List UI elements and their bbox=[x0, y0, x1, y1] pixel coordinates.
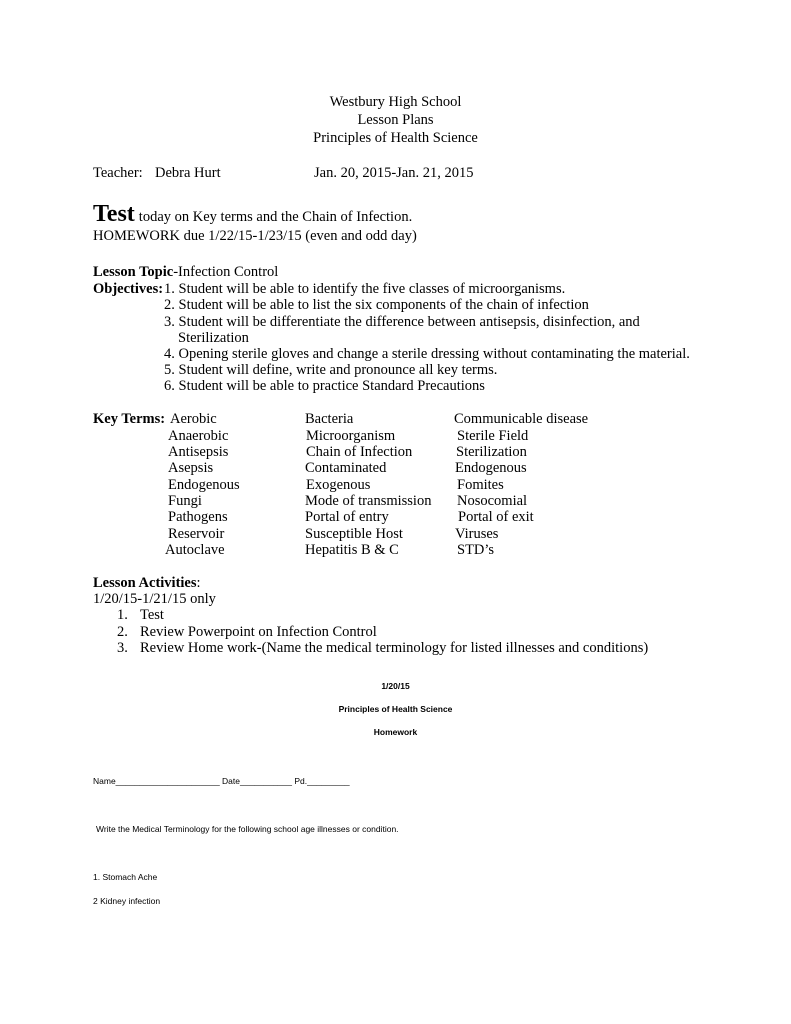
test-word: Test bbox=[93, 201, 135, 227]
key-term: Hepatitis B & C bbox=[305, 542, 399, 558]
activity-text: Test bbox=[140, 607, 164, 623]
key-term: Susceptible Host bbox=[305, 526, 403, 542]
homework-title: Homework bbox=[373, 727, 418, 737]
key-term: Portal of entry bbox=[305, 509, 389, 525]
key-term: Reservoir bbox=[168, 526, 225, 542]
key-term: Endogenous bbox=[168, 477, 240, 493]
lesson-topic bbox=[93, 264, 278, 280]
key-term: Communicable disease bbox=[454, 411, 589, 427]
activity-num: 1. bbox=[117, 607, 128, 623]
objectives-label: Objectives: bbox=[93, 281, 164, 297]
key-term: Chain of Infection bbox=[306, 444, 413, 460]
teacher-label: Teacher: bbox=[93, 165, 143, 181]
objective-item: 2. Student will be able to list the six components of the chain of infection bbox=[164, 297, 589, 313]
key-term: Portal of exit bbox=[458, 509, 534, 525]
lesson-activities-label: Lesson Activities bbox=[93, 575, 197, 591]
lesson-topic-label: Lesson Topic bbox=[93, 264, 174, 280]
course-title: Principles of Health Science bbox=[313, 130, 478, 146]
lesson-dates: Jan. 20, 2015-Jan. 21, 2015 bbox=[314, 165, 474, 181]
key-terms-label: Key Terms: bbox=[93, 411, 166, 427]
objective-item: 6. Student will be able to practice Standard Precautions bbox=[164, 378, 485, 394]
activity-text: Review Powerpoint on Infection Control bbox=[140, 624, 377, 640]
key-term: Bacteria bbox=[305, 411, 354, 427]
key-term: Microorganism bbox=[306, 428, 396, 444]
key-term: Endogenous bbox=[455, 460, 527, 476]
key-term: Antisepsis bbox=[168, 444, 229, 460]
homework-course: Principles of Health Science bbox=[338, 704, 453, 714]
key-term: Pathogens bbox=[168, 509, 228, 525]
key-term: STD’s bbox=[457, 542, 495, 558]
key-term: Exogenous bbox=[306, 477, 371, 493]
lesson-activities-heading: Lesson Activities: bbox=[93, 575, 201, 591]
key-term: Nosocomial bbox=[457, 493, 528, 509]
homework-due: HOMEWORK due 1/22/15-1/23/15 (even and odd day) bbox=[93, 228, 417, 244]
homework-instructions: Write the Medical Terminology for the following school age illnesses or condition. bbox=[96, 824, 399, 834]
activity-text: Review Home work-(Name the medical terminology for listed illnesses and conditions) bbox=[140, 640, 649, 656]
key-term: Viruses bbox=[455, 526, 499, 542]
objective-item: 1. Student will be able to identify the five classes of microorganisms. bbox=[164, 281, 566, 297]
test-line bbox=[93, 200, 412, 231]
key-term: Aerobic bbox=[170, 411, 217, 427]
lesson-topic-value: -Infection Control bbox=[173, 264, 279, 280]
objective-item: 3. Student will be differentiate the difference between antisepsis, disinfection, and bbox=[164, 314, 640, 330]
objective-item: 4. Opening sterile gloves and change a sterile dressing without contaminating the material. bbox=[164, 346, 690, 362]
homework-item: 1. Stomach Ache bbox=[93, 872, 158, 882]
key-term: Sterile Field bbox=[457, 428, 529, 444]
homework-item: 2 Kidney infection bbox=[93, 896, 161, 906]
key-term: Anaerobic bbox=[168, 428, 229, 444]
homework-date: 1/20/15 bbox=[381, 681, 410, 691]
school-name: Westbury High School bbox=[329, 94, 462, 110]
teacher-name: Debra Hurt bbox=[155, 165, 221, 181]
key-term: Mode of transmission bbox=[305, 493, 432, 509]
key-term: Contaminated bbox=[305, 460, 387, 476]
test-description: today on Key terms and the Chain of Infection. bbox=[138, 209, 413, 225]
lesson-activities-dates: 1/20/15-1/21/15 only bbox=[93, 591, 216, 607]
doc-type: Lesson Plans bbox=[357, 112, 434, 128]
objective-item: 5. Student will define, write and pronounce all key terms. bbox=[164, 362, 498, 378]
key-term: Asepsis bbox=[168, 460, 214, 476]
activity-num: 3. bbox=[117, 640, 128, 656]
activity-num: 2. bbox=[117, 624, 128, 640]
key-term: Fomites bbox=[457, 477, 504, 493]
name-date-period-line: Name______________________ Date___________ Pd._________ bbox=[93, 776, 350, 786]
key-term: Sterilization bbox=[456, 444, 527, 460]
key-term: Autoclave bbox=[165, 542, 225, 558]
objective-item: Sterilization bbox=[178, 330, 249, 346]
key-term: Fungi bbox=[168, 493, 202, 509]
